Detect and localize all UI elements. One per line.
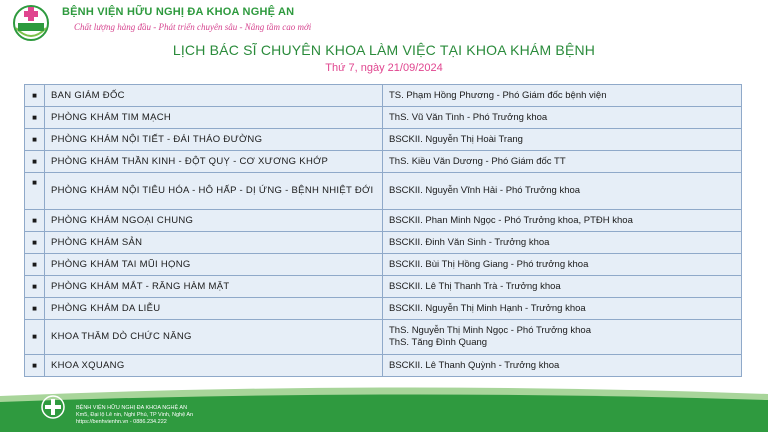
footer-hospital-name: BỆNH VIỆN HỮU NGHỊ ĐA KHOA NGHỆ AN bbox=[76, 405, 188, 411]
footer-contact: https://benhvienhn.vn - 0886.234.222 bbox=[76, 419, 167, 425]
bullet-icon: ■ bbox=[25, 355, 45, 377]
doctor-cell bbox=[383, 320, 742, 355]
table-row bbox=[25, 151, 742, 173]
page-subtitle: Thứ 7, ngày 21/09/2024 bbox=[325, 62, 443, 74]
department-cell: BAN GIÁM ĐỐC bbox=[45, 85, 383, 107]
bullet-icon: ■ bbox=[25, 85, 45, 107]
department-cell: PHÒNG KHÁM NGOẠI CHUNG bbox=[45, 210, 383, 232]
doctor-cell: ThS. Kiều Văn Dương - Phó Giám đốc TT bbox=[383, 151, 742, 173]
doctor-cell: ThS. Vũ Văn Tình - Phó Trưởng khoa bbox=[383, 107, 742, 129]
table-row bbox=[25, 276, 742, 298]
table-row bbox=[25, 320, 742, 355]
department-cell: PHÒNG KHÁM NỘI TIÊU HÓA - HÔ HẤP - DỊ ỨNG - BỆNH NHIỆT ĐỚI bbox=[45, 173, 383, 210]
table-row bbox=[25, 173, 742, 210]
department-cell: KHOA THĂM DÒ CHỨC NĂNG bbox=[45, 320, 383, 355]
footer-address: Km5, Đại lộ Lê nin, Nghi Phú, TP Vinh, Nghệ An bbox=[76, 412, 194, 418]
table-row bbox=[25, 85, 742, 107]
doctor-cell: BSCKII. Đinh Văn Sinh - Trưởng khoa bbox=[383, 232, 742, 254]
table-row bbox=[25, 129, 742, 151]
hospital-logo bbox=[10, 4, 52, 42]
bullet-icon: ■ bbox=[25, 298, 45, 320]
doctor-cell: BSCKII. Nguyễn Thị Minh Hạnh - Trưởng khoa bbox=[383, 298, 742, 320]
doctor-cell: BSCKII. Nguyễn Vĩnh Hải - Phó Trưởng khoa bbox=[383, 173, 742, 210]
doctor-name: ThS. Tăng Đình Quang bbox=[389, 337, 488, 348]
footer-logo bbox=[40, 394, 66, 420]
table-row bbox=[25, 254, 742, 276]
department-cell: PHÒNG KHÁM DA LIỄU bbox=[45, 298, 383, 320]
table-row bbox=[25, 210, 742, 232]
bullet-icon: ■ bbox=[25, 107, 45, 129]
doctor-cell: BSCKII. Phan Minh Ngọc - Phó Trưởng khoa, PTĐH khoa bbox=[383, 210, 742, 232]
bullet-icon: ■ bbox=[25, 320, 45, 355]
department-cell: PHÒNG KHÁM TAI MŨI HỌNG bbox=[45, 254, 383, 276]
department-cell: KHOA XQUANG bbox=[45, 355, 383, 377]
header bbox=[0, 0, 768, 46]
table-row bbox=[25, 107, 742, 129]
department-cell: PHÒNG KHÁM THẦN KINH - ĐỘT QUỴ - CƠ XƯƠNG KHỚP bbox=[45, 151, 383, 173]
bullet-icon: ■ bbox=[25, 254, 45, 276]
bullet-icon: ■ bbox=[25, 276, 45, 298]
doctor-cell: TS. Phạm Hồng Phương - Phó Giám đốc bệnh viện bbox=[383, 85, 742, 107]
doctor-cell: BSCKII. Lê Thanh Quỳnh - Trưởng khoa bbox=[383, 355, 742, 377]
bullet-icon: ■ bbox=[25, 151, 45, 173]
schedule-table bbox=[24, 84, 742, 377]
bullet-icon: ■ bbox=[25, 173, 45, 210]
hospital-name: BỆNH VIỆN HỮU NGHỊ ĐA KHOA NGHỆ AN bbox=[62, 6, 295, 18]
doctor-cell: BSCKII. Bùi Thị Hồng Giang - Phó trưởng khoa bbox=[383, 254, 742, 276]
doctor-name: ThS. Nguyễn Thị Minh Ngọc - Phó Trưởng khoa bbox=[389, 325, 591, 336]
doctor-cell: BSCKII. Lê Thị Thanh Trà - Trưởng khoa bbox=[383, 276, 742, 298]
bullet-icon: ■ bbox=[25, 210, 45, 232]
hospital-slogan: Chất lượng hàng đầu - Phát triển chuyên sâu - Nâng tầm cao mới bbox=[74, 22, 312, 32]
table-row bbox=[25, 298, 742, 320]
department-cell: PHÒNG KHÁM MẮT - RĂNG HÀM MẶT bbox=[45, 276, 383, 298]
department-cell: PHÒNG KHÁM SẢN bbox=[45, 232, 383, 254]
department-cell: PHÒNG KHÁM NỘI TIẾT - ĐÁI THÁO ĐƯỜNG bbox=[45, 129, 383, 151]
bullet-icon: ■ bbox=[25, 129, 45, 151]
bullet-icon: ■ bbox=[25, 232, 45, 254]
table-row bbox=[25, 232, 742, 254]
doctor-cell: BSCKII. Nguyễn Thị Hoài Trang bbox=[383, 129, 742, 151]
table-row bbox=[25, 355, 742, 377]
page-title: LỊCH BÁC SĨ CHUYÊN KHOA LÀM VIỆC TẠI KHOA KHÁM BỆNH bbox=[172, 42, 596, 58]
department-cell: PHÒNG KHÁM TIM MẠCH bbox=[45, 107, 383, 129]
